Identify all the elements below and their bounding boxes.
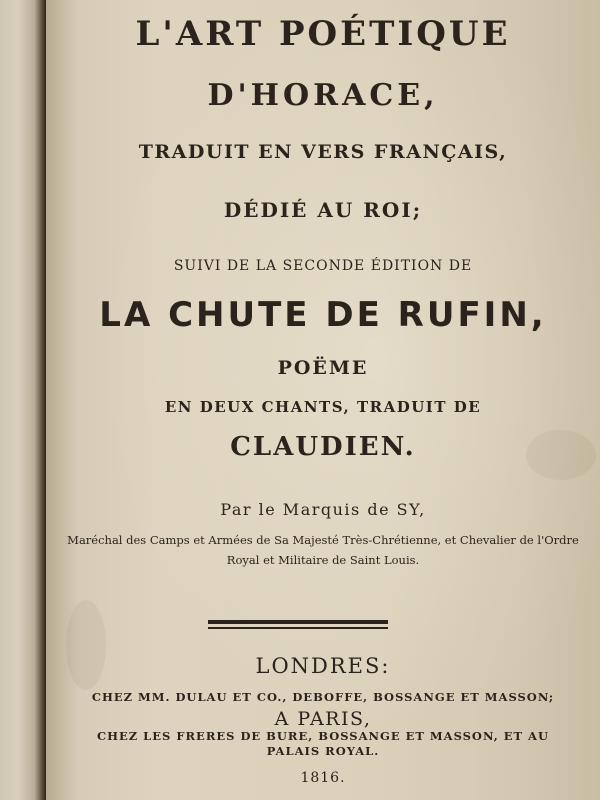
- genre-label: POËME: [277, 357, 369, 379]
- title-page: [46, 0, 600, 800]
- imprint-city-london: LONDRES:: [255, 654, 391, 678]
- divider-thick: [208, 620, 388, 624]
- imprint-city-paris: A PARIS,: [274, 708, 372, 730]
- imprint-publishers-london: CHEZ MM. DULAU ET CO., DEBOFFE, BOSSANGE ET MASSON;: [91, 690, 555, 704]
- imprint-publishers-paris-2: PALAIS ROYAL.: [266, 744, 380, 758]
- dedication: DÉDIÉ AU ROI;: [223, 198, 423, 222]
- author-line: Par le Marquis de SY,: [220, 500, 426, 519]
- title-line-1: L'ART POÉTIQUE: [135, 14, 511, 54]
- second-work-title: LA CHUTE DE RUFIN,: [99, 295, 547, 335]
- chants-note: EN DEUX CHANTS, TRADUIT DE: [164, 398, 482, 416]
- imprint-publishers-paris-1: CHEZ LES FRERES DE BURE, BOSSANGE ET MASSON, ET AU: [96, 729, 550, 743]
- author-title-line-2: Royal et Militaire de Saint Louis.: [226, 553, 420, 567]
- divider-thin: [208, 627, 388, 629]
- translation-note: TRADUIT EN VERS FRANÇAIS,: [138, 141, 508, 163]
- book-spine-edge: [0, 0, 46, 800]
- title-line-2: D'HORACE,: [207, 78, 439, 113]
- author-title-line-1: Maréchal des Camps et Armées de Sa Majesté Très-Chrétienne, et Chevalier de l'Ordre: [67, 533, 579, 547]
- imprint-year: 1816.: [300, 770, 346, 786]
- followed-by-note: SUIVI DE LA SECONDE ÉDITION DE: [173, 258, 473, 274]
- source-author: CLAUDIEN.: [230, 432, 416, 462]
